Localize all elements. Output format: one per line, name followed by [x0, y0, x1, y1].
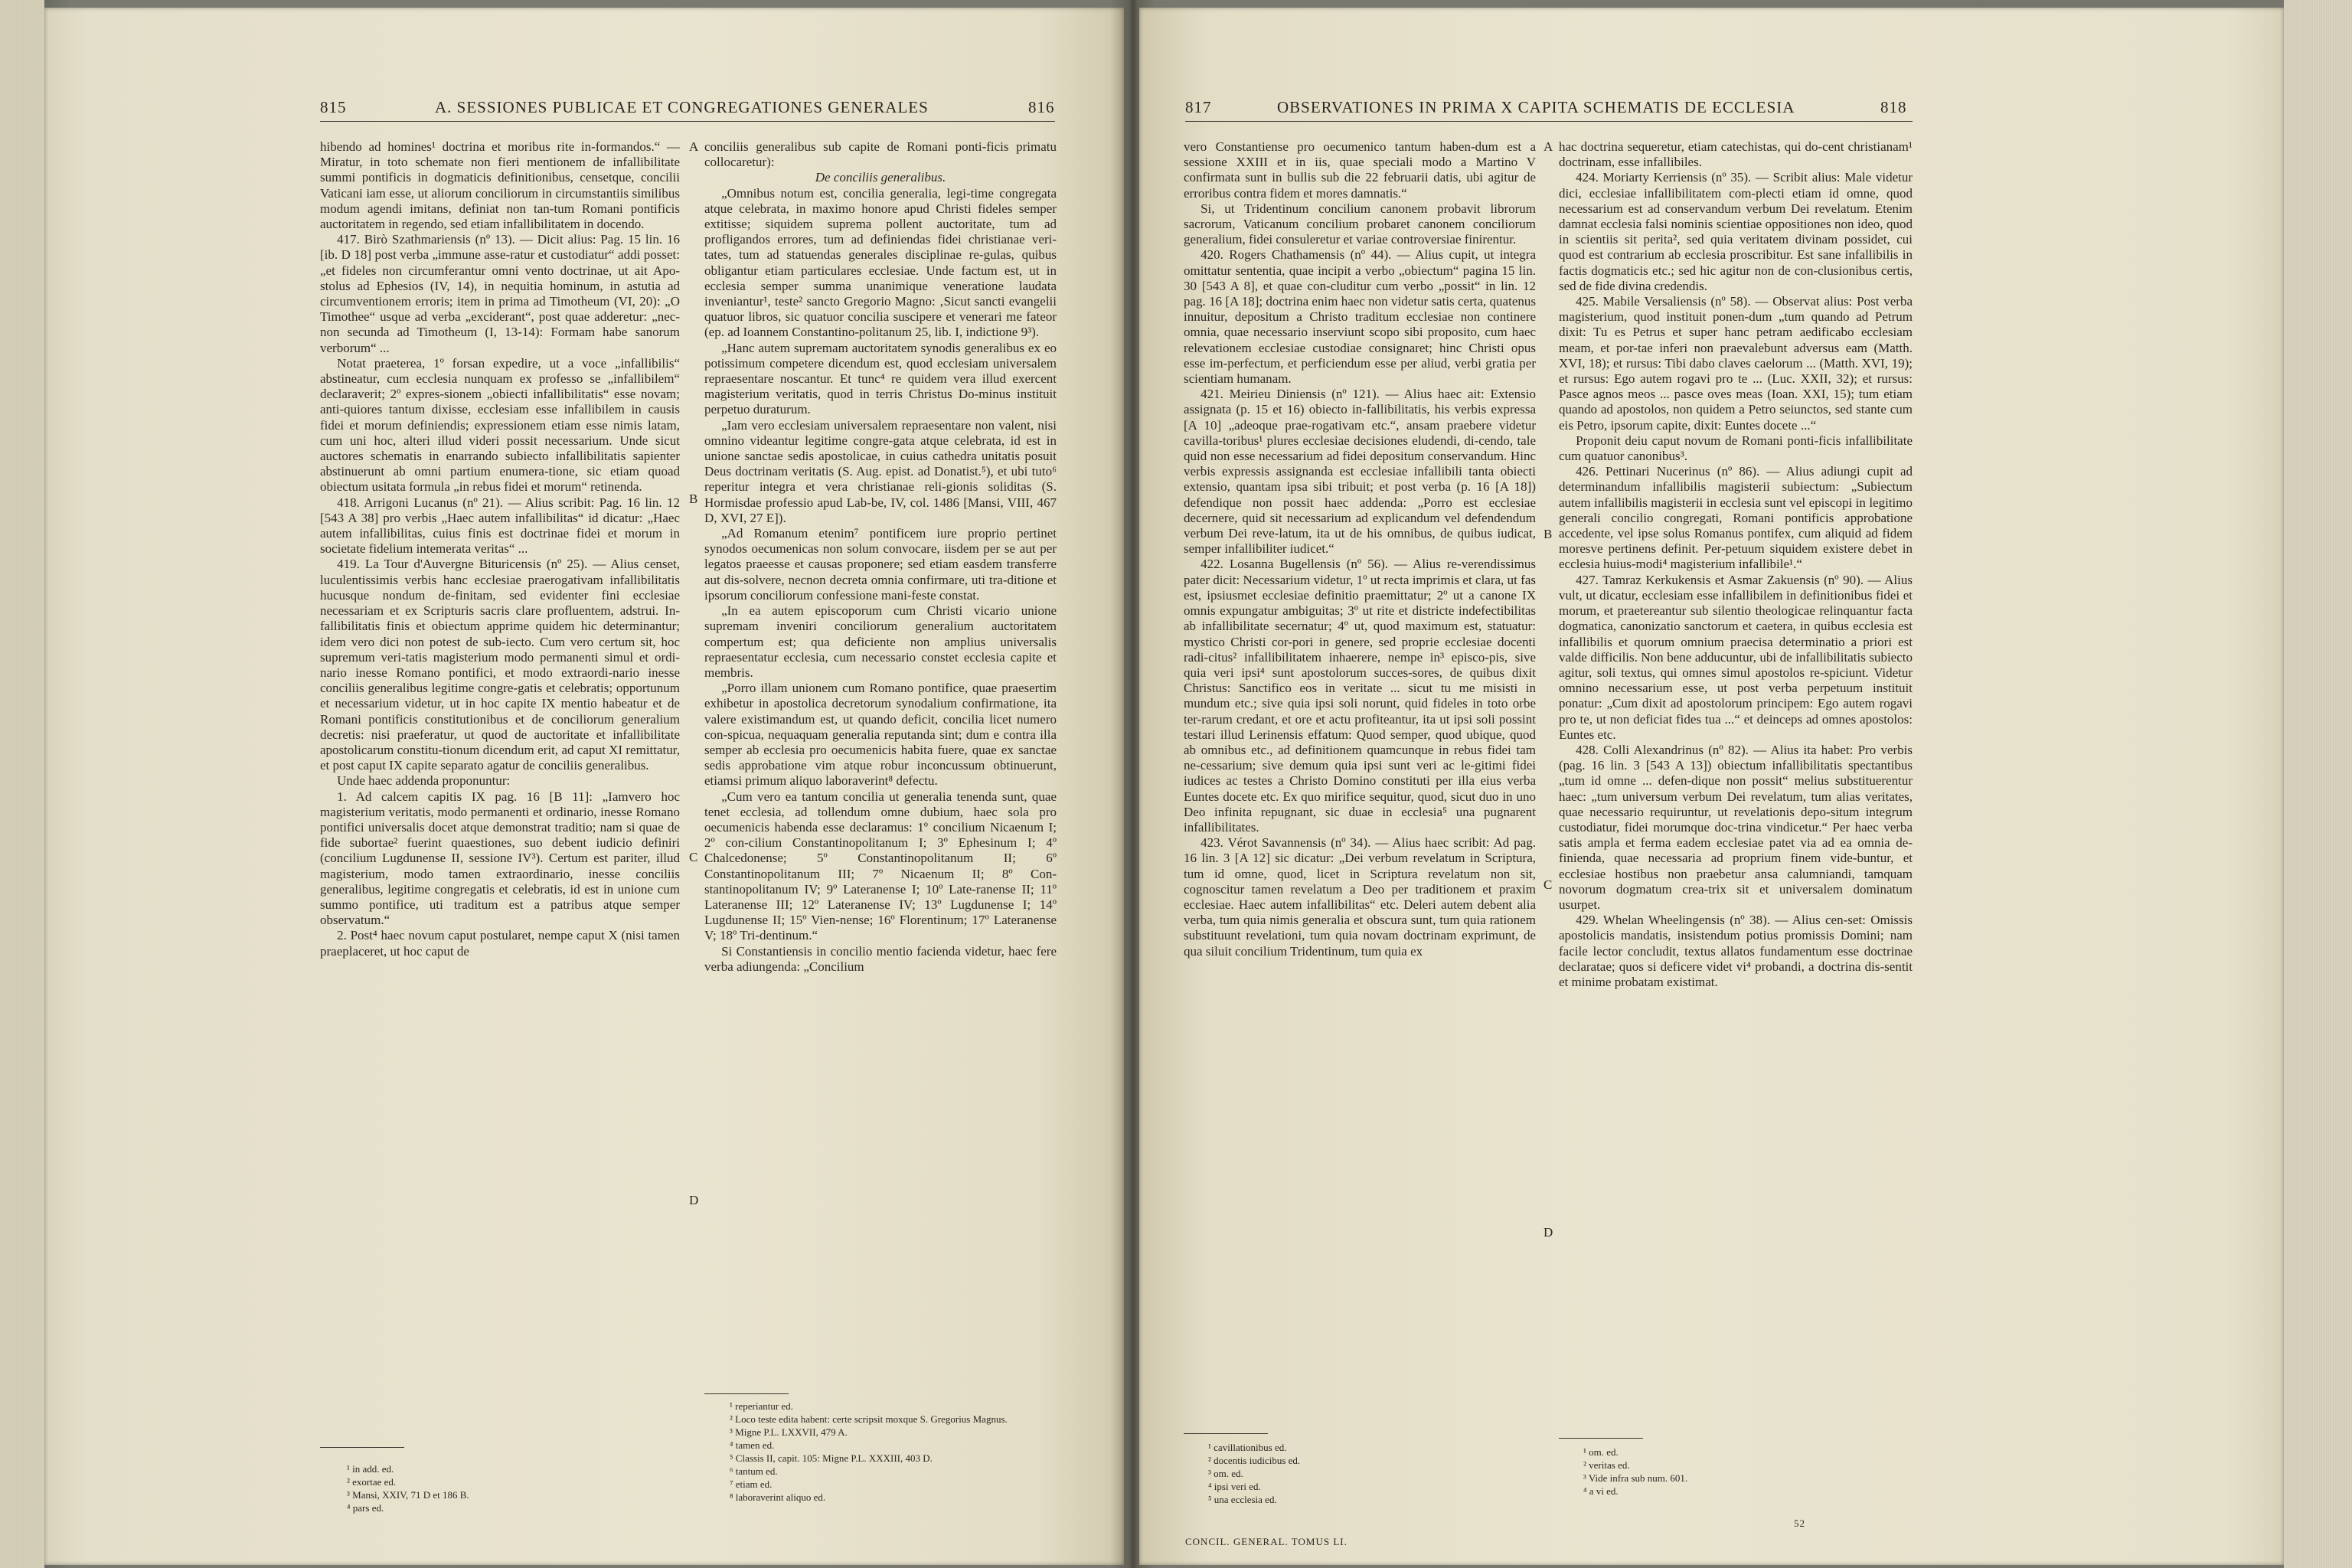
paragraph: hibendo ad homines¹ doctrina et moribus rite in-formandos.“ — Miratur, in toto schemate non fieri mentionem de infallibilitate summi pontificis in dogmaticis definitionibus, censetque, concilii Vaticani iam esse, ut aliorum conciliorum in circumstantiis similibus modum agendi imitans, definiat non tan-tum Romani pontificis auctoritatem in regendo, sed etiam infallibilitatem in docendo. [320, 139, 680, 232]
footnote: ³ Migne P.L. LXXVII, 479 A. [730, 1426, 848, 1438]
paragraph: 427. Tamraz Kerkukensis et Asmar Zakuensis (nº 90). — Alius vult, ut dicatur, ecclesiam esse infallibilem in definitionibus fidei et morum, et praetereantur sub silentio theologicae relinquantur facta dogmatica, canonizatio sanctorum et caetera, in quibus ecclesia est infallibilis et quorum omnium praecisa determinatio a priori est valde difficilis. Non bene adducuntur, ubi de infallibilitatis subiecto agitur, soli textus, qui omnes simul apostolos re-spiciunt. Videtur omnino necessarium esse, ut post verba perpetuum instituit ponatur: „Cum dixit ad apostolorum principem: Ego autem rogavi pro te, ut non deficiat fides tua ...“ et deinceps ad omnes apostolos: Euntes etc. [1559, 572, 1913, 742]
footnote: ⁵ una ecclesia ed. [1208, 1494, 1277, 1505]
footnote: ² docentis iudicibus ed. [1208, 1455, 1301, 1466]
text-column-2 [704, 139, 1057, 975]
page-number: 815 [320, 98, 347, 116]
page-number: 816 [1028, 98, 1055, 116]
page-number: 817 [1185, 98, 1212, 116]
footnote: ⁴ tamen ed. [730, 1439, 775, 1451]
paragraph: 424. Moriarty Kerriensis (nº 35). — Scribit alius: Male videtur dici, ecclesiae infallibilitatem com-plecti etiam id omne, quod necessarium est ad conservandum verbum Dei revelatum. Etenim damnat ecclesia falsi nominis scientiae oppositiones non ideo, quod in scientiis sit perita², sed quia veritatem divinam possidet, cui quod est contrarium ab ecclesia proscribitur. Est sane infallibilis in factis dogmaticis etc.; sed hic agitur non de con-clusionibus certis, sed de fide divina credendis. [1559, 170, 1913, 293]
margin-letter: B [1544, 527, 1553, 541]
footnote: ² exortae ed. [347, 1476, 397, 1488]
footnotes-right [1583, 1446, 1905, 1498]
left-page [44, 8, 1124, 1565]
margin-letter: A [689, 139, 699, 154]
signature-number: 52 [1794, 1517, 1805, 1529]
paragraph: hac doctrina sequeretur, etiam catechistas, qui do-cent christianam¹ doctrinam, esse infallibiles. [1559, 139, 1913, 170]
paragraph: 2. Post⁴ haec novum caput postularet, nempe caput X (nisi tamen praeplaceret, ut hoc caput de [320, 928, 680, 959]
paragraph: Notat praeterea, 1º forsan expedire, ut a voce „infallibilis“ abstineatur, cum ecclesia nunquam ex professo se „infallibilem“ declaraverit; 2º expres-sionem „obiecti infallibilitatis“ esse novam; anti-quiores tantum dixisse, ecclesiam esse infallibilem in causis fidei et morum definiendis; expressionem etiam esse nimis latam, cum uni hoc, alteri illud videri possit necessarium. Unde sicut auctores schematis in enarrando subiecto infallibilitatis sapienter abstinuerunt ab omni partium enumera-tione, sic etiam quoad obiectum usitata formula „in rebus fidei et morum“ retinenda. [320, 355, 680, 495]
footnote: ⁴ a vi ed. [1583, 1485, 1619, 1497]
footnote: ¹ om. ed. [1583, 1446, 1619, 1458]
paragraph: Unde haec addenda proponuntur: [337, 773, 511, 789]
footnotes-left [347, 1462, 668, 1514]
paragraph: vero Constantiense pro oecumenico tantum haben-dum est a sessione XXIII et in iis, quae speciali modo a Martino V confirmata sunt in bullis sub die 22 februarii datis, ubi agitur de erroribus contra fidem et mores damnatis.“ [1184, 139, 1536, 201]
margin-letter: C [689, 850, 698, 864]
text-column-1 [1184, 139, 1536, 959]
footnote: ¹ cavillationibus ed. [1208, 1442, 1287, 1453]
paragraph: 425. Mabile Versaliensis (nº 58). — Observat alius: Post verba magisterium, quod instituit ponen-dum „tum quando ad Petrum dixit: Tu es Petrus et super hanc petram aedificabo ecclesiam meam, et por-tae inferi non praevalebunt adversus eam (Matth. XVI, 18); et rursus: Tibi dabo claves caelorum ... (Matth. XVI, 19); et rursus: Ego autem rogavi pro te ... (Luc. XXII, 32); et rursus: Pasce agnos meos ... pasce oves meas (Ioan. XXI, 15); tum etiam quando ad apostolos, non quidem a Petro seiunctos, sed stante cum eis Petro, ipsorum capite, dixit: Euntes docete ...“ [1559, 294, 1913, 433]
paragraph: „In ea autem episcoporum cum Christi vicario unione supremam inveniri conciliorum generalium auctoritatem compertum est; qua deficiente non amplius universalis repraesentatur ecclesia, cum necessario constet ecclesia capite et membris. [704, 603, 1057, 680]
paragraph: 418. Arrigoni Lucanus (nº 21). — Alius scribit: Pag. 16 lin. 12 [543 A 38] pro verbis „Haec autem infallibilitas“ id dicatur: „Haec autem infallibilitas, cuius finis est doctrinae fidei et morum in societate fidelium intemerata veritas“ ... [320, 495, 680, 557]
header-rule [1185, 121, 1913, 122]
paragraph: 429. Whelan Wheelingensis (nº 38). — Alius cen-set: Omissis apostolicis mandatis, insistendum potius promissis Domini; nam facile lector concludit, textus allatos fundamentum esse doctrinae declaratae; quos si deficere videt vi⁴ probandi, a doctrina dis-sentit et minime probatam existimat. [1559, 913, 1913, 989]
paragraph: 420. Rogers Chathamensis (nº 44). — Alius cupit, ut integra omittatur sententia, quae incipit a verbo „obiectum“ pagina 15 lin. 30 [543 A 8], et quae con-cluditur cum verbo „possit“ in lin. 12 pag. 16 [A 18]; doctrina enim haec non videtur satis certa, quatenus innuitur, depositum a Christo traditum ecclesiae non continere omnia, quae necessario inserviunt scopo sibi proposito, cum haec relevationem ecclesiae custodiae consignaret; hinc Christi opus esse im-perfectum, et perficiendum esse per aliud, verbi gratia per scientiam humanam. [1184, 247, 1536, 387]
footnote: ¹ in add. ed. [347, 1463, 394, 1475]
footnote: ⁸ laboraverint aliquo ed. [730, 1491, 826, 1503]
footnote: ⁶ tantum ed. [730, 1465, 778, 1477]
margin-letter: D [689, 1193, 699, 1207]
footnote: ³ Mansi, XXIV, 71 D et 186 B. [347, 1489, 469, 1501]
page-edges-left [0, 0, 44, 1568]
paragraph: „Cum vero ea tantum concilia ut generalia tenenda sunt, quae tenet ecclesia, ad tollendum omne dubium, haec sola pro oecumenicis habenda esse declaramus: 1º concilium Nicaenum I; 2º con-cilium Constantinopolitanum I; 3º Ephesinum I; 4º Chalcedonense; 5º Constantinopolitanum II; 6º Constantinopolitanum III; 7º Nicaenum II; 8º Con-stantinopolitanum IV; 9º Lateranense I; 10º Late-ranense II; 11º Lateranense III; 12º Lateranense IV; 13º Lugdunense I; 14º Lugdunense II; 15º Vien-nense; 16º Florentinum; 17º Lateranense V; 18º Tri-dentinum.“ [704, 789, 1057, 943]
text-column-2 [1559, 139, 1913, 990]
paragraph: Proponit deiu caput novum de Romani ponti-ficis infallibilitate cum quatuor canonibus³. [1559, 433, 1913, 464]
footnote: ³ om. ed. [1208, 1468, 1243, 1479]
page-edges-right [2284, 0, 2352, 1568]
margin-letter: A [1544, 139, 1553, 154]
paragraph: 422. Losanna Bugellensis (nº 56). — Alius re-verendissimus pater dicit: Necessarium videtur, 1º ut recta imprimis et clara, ut fas est, ipsiusmet ecclesiae definitio praemittatur; 2º ut a canone IX omnis expungatur ambiguitas; 3º ut rite et districte indefectibilitas ab infallibilitate secernatur; 4º ut, quod maximum est, statuatur: mystico Christi cor-pori in genere, sed proprie ecclesiae docenti radi-citus² infallibilitatem inhaerere, nempe in³ episco-pis, sive quia veri ipsi⁴ sunt apostolorum succes-sores, de quibus dixit Christus: Sanctifico eos in veritate ... sicut tu me misisti in mundum etc.; sive quia ipsi soli norunt, quid fideles in toto orbe ter-rarum credant, et ore et actu profiteantur, ita ut ipsi soli possint testari illud Lerinensis effatum: Quod semper, quod ubique, quod ab omnibus etc., ad definitionem quamcunque in rebus fidei tam ne-cessarium; sive demum quia ipsi sunt veri ac le-gitimi fidei iudices ac testes a Christo Domino constituti per illa eius verba Euntes docete etc. Ex quo mirifice sequitur, quod, sicut duo in uno Deo infinita repugnant, sic duae in ecclesia⁵ una pugnarent infallibilitates. [1184, 557, 1536, 835]
signature-mark: CONCIL. GENERAL. TOMUS LI. [1185, 1536, 1348, 1547]
paragraph: „Iam vero ecclesiam universalem repraesentare non valent, nisi omnino videantur legitime congre-gata atque celebrata, id est in unione sanctae sedis apostolicae, in cuius cathedra unitatis posuit Deus doctrinam veritatis (S. Aug. epist. ad Donatist.⁵), et ubi tuto⁶ reperitur integra et vera christianae reli-gionis soliditas (S. Hormisdae professio apud Lab-be, IV, col. 1486 [Mansi, VIII, 467 D, XVI, 27 E]). [704, 417, 1057, 525]
paragraph: 423. Vérot Savannensis (nº 34). — Alius haec scribit: Ad pag. 16 lin. 3 [A 12] sic dicatur: „Dei verbum revelatum in Scriptura, tum id omne, quod, licet in Scriptura revelatum non sit, cognoscitur tamen revelatum a Deo per traditionem et praxim ecclesiae. Haec autem infallibilitas“ etc. Deleri autem debent alia verba, tum quia nimis generalia et obscura sunt, tum quia rationem substituunt revelationi, tum quia novam doctrinam exprimunt, de qua siluit concilium Tridentinum, tum quia ex [1184, 835, 1536, 959]
footnote: ⁴ pars ed. [347, 1502, 384, 1514]
header-rule [320, 121, 1055, 122]
paragraph: 1. Ad calcem capitis IX pag. 16 [B 11]: „Iamvero hoc magisterium veritatis, modo permanenti et ordinario, inesse Romano pontifici universalis docet atque demonstrat traditio; nam si quae de fide subortae² fuerint quaestiones, suo debent iudicio definiri (concilium Lugdunense II, sessione IV³). Certum est pariter, illud magisterium, modo tamen extraordinario, inesse conciliis generalibus, legitime congregatis et celebratis, id est in unione cum summo pontifice, uti traditum est a patribus atque semper observatum.“ [320, 789, 680, 928]
footnote: ¹ reperiantur ed. [730, 1400, 793, 1412]
paragraph: Si Constantiensis in concilio mentio facienda videtur, haec fere verba adiungenda: „Concilium [704, 943, 1057, 974]
footnote: ² veritas ed. [1583, 1459, 1630, 1471]
footnote-rule [1184, 1433, 1268, 1434]
footnote-rule [320, 1447, 404, 1448]
footnote: ⁵ Classis II, capit. 105: Migne P.L. XXXIII, 403 D. [730, 1452, 933, 1464]
paragraph: „Hanc autem supremam auctoritatem synodis generalibus ex eo potissimum competere dicendum est, quod ecclesiam universalem repraesentare noscantur. Et tunc⁴ re quidem vera illud exercent magisterium veritatis, quod in terris Christus Do-minus instituit perpetuo duraturum. [704, 340, 1057, 417]
footnote: ⁴ ipsi veri ed. [1208, 1481, 1261, 1492]
paragraph: 417. Birò Szathmariensis (nº 13). — Dicit alius: Pag. 15 lin. 16 [ib. D 18] post verba „immune asse-ratur et custodiatur“ addi posset: „et fideles non circumferantur omni vento doctrinae, ut ait Apo-stolus ad Ephesios (IV, 14), in nequitia hominum, in astutia ad circumventionem erroris; item in prima ad Timotheum (VI, 20): „O Timothee“ usque ad verba „exciderant“, post quae adderetur: „nec-non secunda ad Timotheum (I, 13-14): Formam habe sanorum verborum“ ... [320, 232, 680, 355]
paragraph: 428. Colli Alexandrinus (nº 82). — Alius ita habet: Pro verbis (pag. 16 lin. 3 [543 A 13]) obiectum infallibilitatis spectantibus „tum id omne ... defen-dique non possit“ melius substituerentur haec: „tum universum verbum Dei revelatum, tum alias veritates, quae necessario requiruntur, ut revelationis depo-situm integrum custodiatur, fidei morumque doc-trina vindicetur.“ Per haec verba satis ampla et ferma eadem ecclesiae patet via ad ea omnia de-finienda, quae necessaria ad proprium finem vide-buntur, et ecclesiae hostibus non praebetur ansa calumniandi, tamquam novorum dogmatum crea-trix sit et universalem dominatum usurpet. [1559, 742, 1913, 912]
running-title: A. SESSIONES PUBLICAE ET CONGREGATIONES GENERALES [435, 98, 929, 116]
paragraph: „Porro illam unionem cum Romano pontifice, quae praesertim exhibetur in apostolica decretorum synodalium confirmatione, ita valere existimandum est, ut quando deficit, concilia licet numero con-spicua, nequaquam generalia reputanda sint; dum e contra illa semper ab ecclesia pro oecumenicis habita fuere, quae ex sanctae sedis approbatione vim atque robur inconcussum obtinuerunt, etiamsi primum aliquo laboraverint⁸ defectu. [704, 681, 1057, 789]
margin-letter: D [1544, 1225, 1553, 1240]
right-page [1139, 8, 2284, 1565]
paragraph: 419. La Tour d'Auvergne Bituricensis (nº 25). — Alius censet, luculentissimis verbis hanc ecclesiae praerogativam infallibilitatis hucusque nondum de-finitam, sed evidenter fini ecclesiae necessariam et ex Scripturis sacris clare profluentem, adstrui. In-fallibilitatis finis et obiectum apprime quidem hic determinantur; idem vero dici non potest de sub-iecto. Cum vero certum sit, hoc supremum veri-tatis magisterium modo permanenti simul et ordi-nario inesse Romano pontifici, et modo extraordi-nario inesse conciliis generalibus legitime congre-gatis et celebratis; opportunum et necessarium videtur, ut in hoc capite IX mentio habeatur et de Romani pontificis constitutionibus et de conciliorum generalium decretis: nisi praeferatur, ut quod de auctoritate et infallibilitate apostolicarum constitu-tionum dicendum erit, ad caput XI remittatur, et post caput IX capite separato agatur de conciliis generalibus. [320, 557, 680, 773]
text-column-1 [320, 139, 680, 959]
paragraph: 426. Pettinari Nucerinus (nº 86). — Alius adiungi cupit ad determinandum infallibilis magisterii subiectum: „Subiectum autem infallibilis magisterii in ecclesia sunt vel episcopi in legitimo generali concilio congregati, Romani pontificis approbatione accedente, vel ipse solus Romanus pontifex, cum aliquid ad fidem moresve pertinens definit. Per-petuum siquidem existere debet in ecclesia huius-modi⁴ magisterium infallibile¹.“ [1559, 464, 1913, 572]
footnote-rule [704, 1393, 789, 1394]
paragraph: Si, ut Tridentinum concilium canonem probavit librorum sacrorum, Vaticanum concilium probaret canonem conciliorum generalium, fidei consuleretur et variae controversiae finirentur. [1184, 201, 1536, 247]
footnote: ² Loco teste edita habent: certe scripsit moxque S. Gregorius Magnus. [730, 1413, 1008, 1425]
footnote: ⁷ etiam ed. [730, 1478, 773, 1490]
section-title: De conciliis generalibus. [815, 170, 946, 185]
footnote-rule [1559, 1438, 1643, 1439]
paragraph: „Omnibus notum est, concilia generalia, legi-time congregata atque celebrata, in maximo honore apud Christi fideles semper extitisse; siquidem suprema pollent auctoritate, tum ad profligandos errores, tum ad definiendas fidei christianae veri-tates, tum ad statuendas generales disciplinae re-gulas, quibus obligantur etiam particulares ecclesiae. Unde factum est, ut in ecclesia semper summa unanimique veneratione laudata inveniantur¹, teste² sancto Gregorio Magno: ‚Sicut sancti evangelii quatuor libros, sic quatuor concilia suscipere et venerari me fateor (ep. ad Ioannem Constantino-politanum 25, lib. I, indictione 9³). [704, 185, 1057, 340]
margin-letter: C [1544, 877, 1553, 892]
margin-letter: B [689, 492, 698, 506]
paragraph: conciliis generalibus sub capite de Romani ponti-ficis primatu collocaretur): [704, 139, 1057, 170]
paragraph: 421. Meirieu Diniensis (nº 121). — Alius haec ait: Extensio assignata (p. 15 et 16) obiecto in-fallibilitatis, his verbis expressa [A 10] „adeoque prae-rogativam etc.“, ansam praebere videtur cavilla-toribus¹ plures ecclesiae decisiones eludendi, di-cendo, tale quid non esse necessarium ad fidei depositum conservandum. Hinc verbis expressis assignanda est ecclesiae infallibili tanta obiecti extensio, quantam ipsa sibi tribuit; et post verba (p. 16 [A 18]) defendique non possit haec addenda: „Porro est ecclesiae decernere, quid sit necessarium ad explicandum vel defendendum verbum Dei reve-latum, ita ut de his omnibus, de quibus iudicat, semper infallibiliter iudicet.“ [1184, 387, 1536, 557]
footnotes-left [1208, 1441, 1530, 1506]
paragraph: „Ad Romanum etenim⁷ pontificem iure proprio pertinet synodos oecumenicas non solum convocare, iisdem per se aut per legatos praeesse et causas proponere; sed etiam easdem transferre aut dis-solvere, necnon decreta omnia confirmare, uti tra-ditione et ipsorum conciliorum confessione mani-feste constat. [704, 526, 1057, 603]
footnote: ³ Vide infra sub num. 601. [1583, 1472, 1688, 1484]
footnotes-right [730, 1400, 1059, 1504]
running-title: OBSERVATIONES IN PRIMA X CAPITA SCHEMATIS DE ECCLESIA [1277, 98, 1795, 116]
page-number: 818 [1880, 98, 1907, 116]
